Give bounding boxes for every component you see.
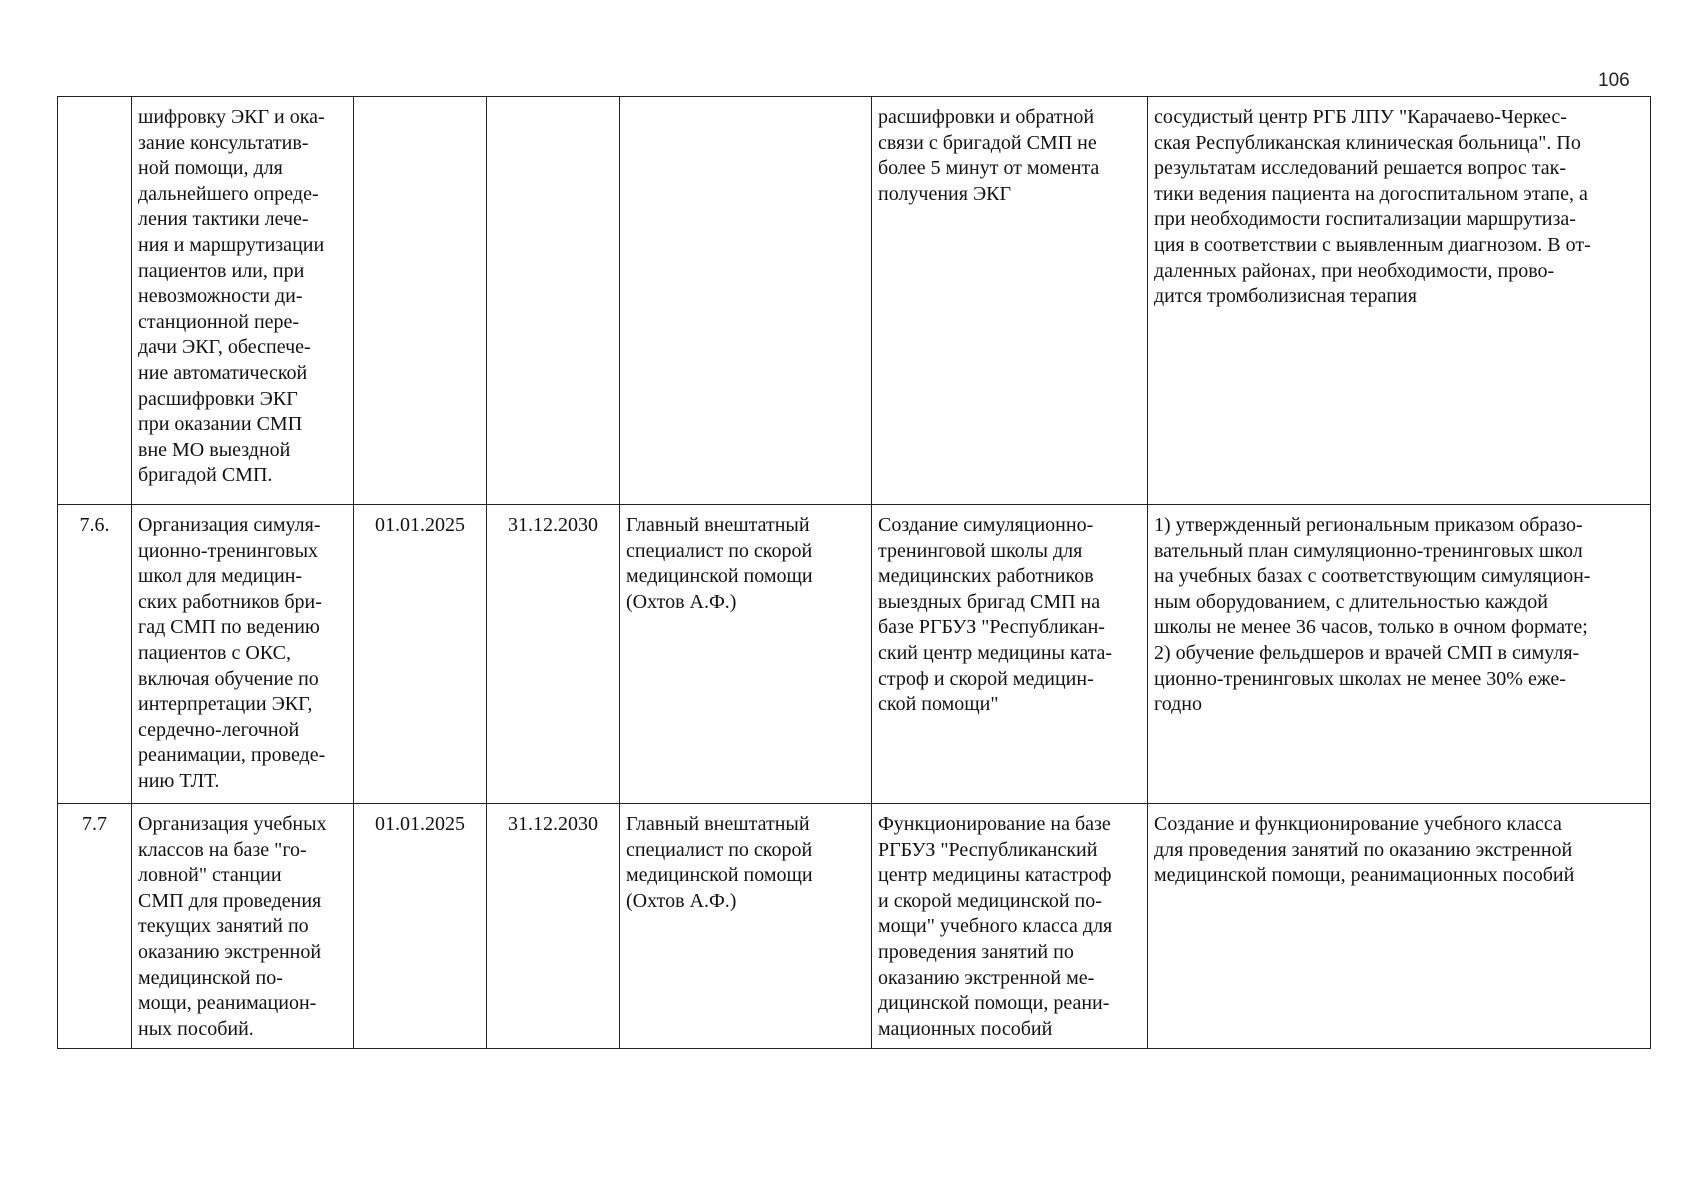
table-row: [58, 804, 1651, 1049]
characteristic-cell: расшифровки и обратной связи с бригадой СМП не более 5 минут от момента получения ЭКГ: [872, 97, 1148, 505]
end-date-cell: [487, 97, 620, 505]
result-cell: 1) утвержденный региональным приказом образо- вательный план симуляционно-тренинговых школ на учебных базах с соответствующим симуляцион- ным оборудованием, с длительностью каждой школы не менее 36 часов, только в очном формате; 2) обучение фельдшеров и врачей СМП в симуля- ционно-тренинговых школах не менее 30% еже- годно: [1148, 505, 1651, 804]
table-row: [58, 505, 1651, 804]
result-cell: Создание и функционирование учебного класса для проведения занятий по оказанию экстренной медицинской помощи, реанимационных пособий: [1148, 804, 1651, 1049]
end-date-cell: 31.12.2030: [487, 505, 620, 804]
start-date-cell: [354, 97, 487, 505]
page-number: 106: [1598, 70, 1630, 91]
end-date-cell: 31.12.2030: [487, 804, 620, 1049]
event-cell: шифровку ЭКГ и ока- зание консультатив- ной помощи, для дальнейшего опреде- ления тактики лече- ния и маршрутизации пациентов или, при невозможности ди- станционной пере- дачи ЭКГ, обеспече- ние автоматической расшифровки ЭКГ при оказании СМП вне МО выездной бригадой СМП.: [132, 97, 354, 505]
row-number-cell: 7.7: [58, 804, 132, 1049]
start-date-cell: 01.01.2025: [354, 804, 487, 1049]
responsible-cell: Главный внештатный специалист по скорой медицинской помощи (Охтов А.Ф.): [620, 505, 872, 804]
characteristic-cell: Функционирование на базе РГБУЗ "Республиканский центр медицины катастроф и скорой медицинской по- мощи" учебного класса для проведения занятий по оказанию экстренной ме- дицинской помощи, реани- мационных пособий: [872, 804, 1148, 1049]
characteristic-cell: Создание симуляционно- тренинговой школы для медицинских работников выездных бригад СМП на базе РГБУЗ "Республикан- ский центр медицины катa- строф и скорой медицин- ской помощи": [872, 505, 1148, 804]
table-row: [58, 97, 1651, 505]
result-cell: сосудистый центр РГБ ЛПУ "Карачаево-Черкес- ская Республиканская клиническая больница". По результатам исследований решается вопрос так- тики ведения пациента на догоспитальном этапе, а при необходимости госпитализации маршрутиза- ция в соответствии с выявленным диагнозом. В от- даленных районах, при необходимости, прово- дится тромболизисная терапия: [1148, 97, 1651, 505]
start-date-cell: 01.01.2025: [354, 505, 487, 804]
row-number-cell: [58, 97, 132, 505]
responsible-cell: Главный внештатный специалист по скорой медицинской помощи (Охтов А.Ф.): [620, 804, 872, 1049]
responsible-cell: [620, 97, 872, 505]
row-number-cell: 7.6.: [58, 505, 132, 804]
event-cell: Организация учебных классов на базе "го- ловной" станции СМП для проведения текущих занятий по оказанию экстренной медицинской по- мощи, реанимацион- ных пособий.: [132, 804, 354, 1049]
measures-table: [57, 96, 1651, 1049]
event-cell: Организация симуля- ционно-тренинговых школ для медицин- ских работников бри- гад СМП по ведению пациентов с ОКС, включая обучение по интерпретации ЭКГ, сердечно-легочной реанимации, проведе- нию ТЛТ.: [132, 505, 354, 804]
